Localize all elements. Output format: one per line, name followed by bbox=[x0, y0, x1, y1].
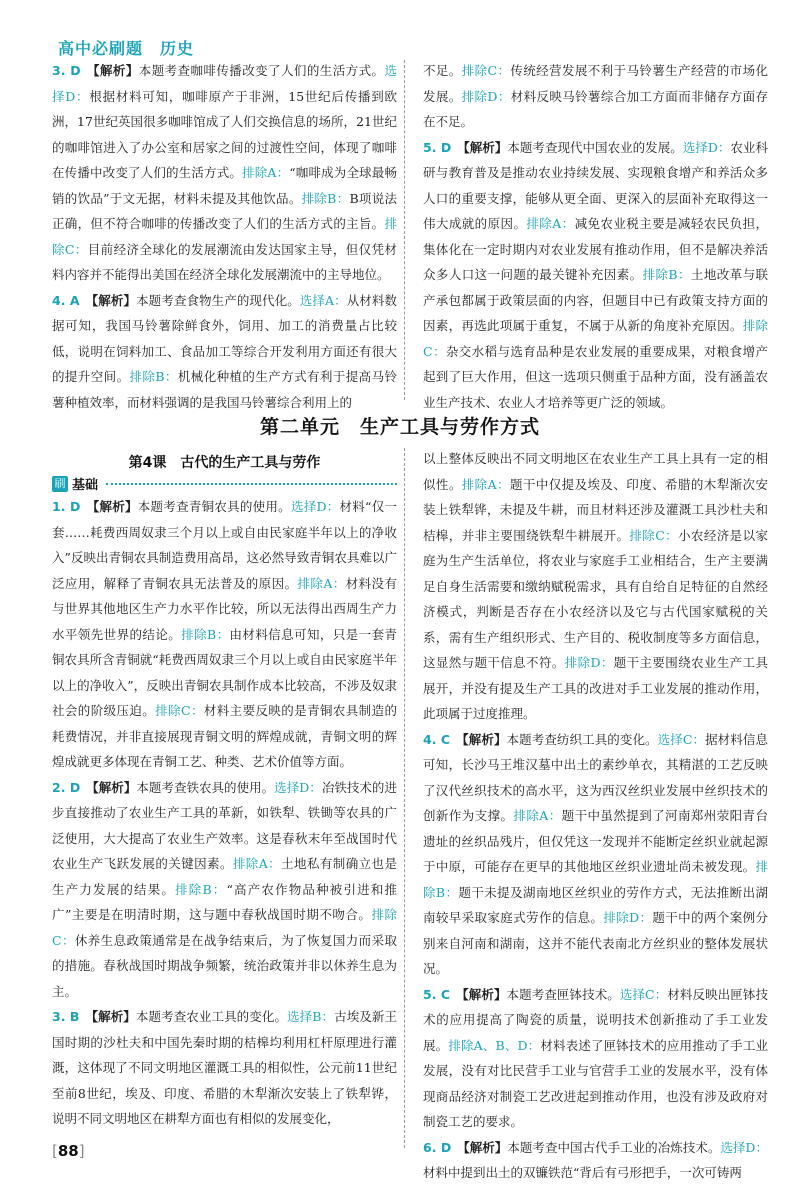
answer-text: 本题考查农业工具的变化。 bbox=[135, 1009, 288, 1024]
answer-text: 据材料信息可知，长沙马王堆汉墓中出土的素纱单衣，其精湛的工艺反映了汉代丝织技术的高水平，这为西汉丝织业发展中丝织技术的创新作为支撑。 bbox=[423, 731, 768, 823]
answer-item bbox=[423, 727, 768, 982]
answer-text: 本题考查咖啡传播改变了人们的生活方式。 bbox=[138, 63, 385, 78]
answer-text: 土地改革与联产承包都属于政策层面的内容，但题目中已有政策支持方面的因素，再选此项属于重复，不属于从新的角度补充原因。 bbox=[423, 267, 768, 333]
answer-text: 本题考查食物生产的现代化。 bbox=[136, 292, 300, 308]
question-number: 2. D bbox=[52, 779, 81, 795]
answer-text: 材料没有与世界其他地区生产力水平作比较，所以无法得出西周生产力水平领先世界的结论。 bbox=[52, 575, 397, 642]
answer-column bbox=[52, 494, 397, 1132]
page-number: [88] bbox=[52, 1142, 85, 1160]
answer-text: 题干中仅提及埃及、印度、希腊的木犁渐次安装上铁犁铧，未提及牛耕，而且材料还涉及灌溉工具沙杜夫和桔槔，并非主要围绕铁犁牛耕展开。 bbox=[423, 476, 768, 543]
answer-item bbox=[52, 288, 397, 416]
option-keyword: 选择D： bbox=[274, 779, 322, 795]
option-keyword: 排除A： bbox=[232, 856, 282, 871]
answer-text: 材料中提到出土的双镰铁范“背后有弓形把手，一次可铸两 bbox=[423, 1165, 742, 1180]
option-keyword: 排除B： bbox=[423, 859, 768, 900]
analysis-tag: 【解析】 bbox=[86, 499, 138, 514]
question-number: 4. A bbox=[52, 292, 80, 308]
answer-text: 本题考查青铜农具的使用。 bbox=[137, 499, 291, 514]
answer-text: 题干未提及湖南地区丝织业的劳作方式，无法推断出湖南较早采取家庭式劳作的信息。 bbox=[423, 884, 768, 925]
option-keyword: 排除B： bbox=[129, 369, 178, 384]
option-keyword: 选择C： bbox=[619, 986, 668, 1002]
answer-item bbox=[423, 58, 768, 135]
answer-text: 材料“仅一套……耗费西周奴隶三个月以上或自由民家庭半年以上的净收入”反映出青铜农具制造费用高昂，这必然导致青铜农具难以广泛应用，解释了青铜农具无法普及的原因。 bbox=[52, 499, 397, 591]
option-keyword: 排除A： bbox=[297, 575, 346, 591]
question-number: 1. D bbox=[52, 499, 81, 514]
question-number: 5. D bbox=[423, 139, 452, 155]
answer-text: 材料反映马铃薯综合加工方面而非储存方面存在不足。 bbox=[423, 88, 768, 129]
option-keyword: 排除C： bbox=[423, 318, 768, 359]
answer-text: 本题考查匣钵技术。 bbox=[506, 986, 620, 1002]
option-keyword: 排除A、B、D： bbox=[448, 1037, 541, 1053]
option-keyword: 选择D： bbox=[682, 139, 731, 155]
lesson-title: 第4课 古代的生产工具与劳作 bbox=[128, 455, 321, 471]
option-keyword: 排除D： bbox=[564, 655, 614, 670]
option-keyword: 选择D： bbox=[720, 1139, 768, 1155]
answer-text: 小农经济是以家庭为生产生活单位，将农业与家庭手工业相结合，生产主要满足自身生活需要和缴纳赋税需求，具有自给自足特征的自然经济模式，判断是否存在小农经济以及它与古代国家赋税的关系，需有生产组织形式、生产目的、税收制度等多方面信息，这显然与题干信息不符。 bbox=[423, 527, 768, 670]
option-keyword: 排除C： bbox=[52, 216, 397, 257]
option-keyword: 排除B： bbox=[301, 190, 350, 206]
option-keyword: 选择A： bbox=[299, 292, 347, 308]
analysis-tag: 【解析】 bbox=[457, 139, 508, 155]
section-header bbox=[52, 474, 397, 493]
answer-text: 目前经济全球化的发展潮流由发达国家主导，但仅凭材料内容并不能得出美国在经济全球化发展潮流中的主导地位。 bbox=[52, 241, 397, 282]
answer-text: 杂交水稻与选育品种是农业发展的重要成果，对粮食增产起到了巨大作用，但这一选项只侧重于品种方面，没有涵盖农业生产技术、农业人才培养等更广泛的领域。 bbox=[423, 343, 768, 410]
option-keyword: 排除C： bbox=[52, 907, 397, 948]
answer-text: 以上整体反映出不同文明地区在农业生产工具上具有一定的相似性。 bbox=[423, 451, 768, 492]
answer-text: 题干中的两个案例分别来自河南和湖南，这并不能代表南北方丝织业的整体发展状况。 bbox=[423, 910, 768, 976]
analysis-tag: 【解析】 bbox=[456, 731, 507, 747]
answer-text: 传统经营发展不利于马铃薯生产经营的市场化发展。 bbox=[423, 63, 768, 104]
option-keyword: 选择B： bbox=[287, 1009, 335, 1024]
analysis-tag: 【解析】 bbox=[86, 779, 137, 795]
option-keyword: 选择D： bbox=[52, 63, 397, 104]
answer-text: 农业科研与教育普及是推动农业持续发展、实现粮食增产和养活众多人口的重要支撑，能够从更全面、更深入的层面补充取得这一伟大成就的原因。 bbox=[423, 139, 768, 231]
answer-item bbox=[423, 446, 768, 727]
option-keyword: 排除D： bbox=[603, 910, 653, 925]
answer-text: 从材料数据可知，我国马铃薯除鲜食外，饲用、加工的消费量占比较低，说明在饲料加工、食品加工等综合开发利用方面还有很大的提升空间。 bbox=[52, 292, 397, 384]
analysis-tag: 【解析】 bbox=[457, 1139, 508, 1155]
answer-item bbox=[52, 58, 397, 288]
answer-item bbox=[52, 494, 397, 775]
answer-text: 本题考查纺织工具的变化。 bbox=[506, 731, 658, 747]
option-keyword: 排除A： bbox=[461, 476, 510, 492]
answer-item bbox=[52, 775, 397, 1005]
option-keyword: 选择D： bbox=[290, 499, 340, 514]
analysis-tag: 【解析】 bbox=[85, 292, 137, 308]
section-label: 基础 bbox=[72, 478, 99, 493]
question-number: 3. B bbox=[52, 1009, 80, 1024]
answer-text: 土地私有制确立也是生产力发展的结果。 bbox=[52, 856, 397, 897]
answer-item bbox=[52, 1004, 397, 1132]
analysis-tag: 【解析】 bbox=[86, 63, 139, 78]
answer-text: 本题考查现代中国农业的发展。 bbox=[507, 139, 683, 155]
answer-text: 本题考查铁农具的使用。 bbox=[136, 779, 275, 795]
option-keyword: 排除B： bbox=[181, 626, 230, 642]
analysis-tag: 【解析】 bbox=[456, 986, 507, 1002]
answer-text: 本题考查中国古代手工业的冶炼技术。 bbox=[507, 1139, 721, 1155]
book-title: 高中必刷题 历史 bbox=[58, 39, 195, 58]
answer-text: “咖啡成为全球最畅销的饮品”于文无据，材料未提及其他饮品。 bbox=[52, 165, 397, 206]
answer-text: 休养生息政策通常是在战争结束后，为了恢复国力而采取的措施。春秋战国时期战争频繁，统治政策并非以休养生息为主。 bbox=[52, 932, 397, 999]
answer-text: “高产农作物品种被引进和推广”主要是在明清时期，这与题中春秋战国时期不吻合。 bbox=[52, 881, 397, 922]
answer-text: 材料反映出匣钵技术的应用提高了陶瓷的质量，说明技术创新推动了手工业发展。 bbox=[423, 986, 768, 1053]
option-keyword: 排除D： bbox=[461, 88, 511, 104]
section-badge: 刷 bbox=[52, 476, 68, 492]
option-keyword: 排除A： bbox=[513, 808, 562, 823]
unit-title: 第二单元 生产工具与劳作方式 bbox=[259, 416, 540, 438]
answer-text: 机械化种植的生产方式有利于提高马铃薯种植效率，而材料强调的是我国马铃薯综合利用上的 bbox=[52, 369, 397, 410]
answer-column bbox=[52, 58, 397, 415]
question-number: 6. D bbox=[423, 1139, 452, 1155]
answer-text: 古埃及新王国时期的沙杜夫和中国先秦时期的桔槔均利用杠杆原理进行灌溉，这体现了不同文明地区灌溉工具的相似性，公元前11世纪至前8世纪，埃及、印度、希腊的木犁渐次安装上了铁犁铧，说明不同文明地区在耕犁方面也有相似的发展变化， bbox=[52, 1009, 397, 1126]
answer-text: 减免农业税主要是减轻农民负担，集体化在一定时期内对农业发展有推动作用，但不是解决养活众多人口这一问题的最关键补充因素。 bbox=[423, 216, 768, 282]
option-keyword: 排除A： bbox=[242, 165, 290, 180]
question-number: 3. D bbox=[52, 63, 81, 78]
option-keyword: 排除A： bbox=[526, 216, 575, 231]
page-number-value: 88 bbox=[57, 1142, 79, 1160]
answer-item bbox=[423, 135, 768, 416]
question-number: 5. C bbox=[423, 986, 451, 1002]
column-divider bbox=[404, 60, 405, 400]
answer-text: 材料主要反映的是青铜农具制造的耗费情况，并非直接展现青铜文明的辉煌成就，青铜文明的辉煌成就更多体现在青铜工艺、种类、艺术价值等方面。 bbox=[52, 703, 397, 769]
question-number: 4. C bbox=[423, 731, 451, 747]
section-divider bbox=[106, 483, 397, 485]
answer-item bbox=[423, 982, 768, 1135]
answer-column bbox=[423, 446, 768, 1186]
answer-text: 题干中虽然提到了河南郑州荥阳青台遗址的丝织品残片，但仅凭这一发现并不能断定丝织业就起源于中原，可能存在更早的其他地区丝织业遗址尚未被发现。 bbox=[423, 808, 768, 874]
option-keyword: 排除B： bbox=[642, 267, 691, 282]
analysis-tag: 【解析】 bbox=[85, 1009, 136, 1024]
answer-text: 由材料信息可知，只是一套青铜农具所含青铜就“耗费西周奴隶三个月以上或自由民家庭半年以上的净收入”，反映出青铜农具制作成本比较高，不涉及奴隶社会的阶级压迫。 bbox=[52, 626, 397, 718]
answer-column bbox=[423, 58, 768, 415]
answer-text: 材料表述了匣钵技术的应用推动了手工业发展，没有对比民营手工业与官营手工业的发展水平，没有体现商品经济对制瓷工艺改进起到推动作用，也没有涉及政府对制瓷工艺的要求。 bbox=[423, 1037, 768, 1129]
option-keyword: 排除C： bbox=[155, 703, 204, 718]
column-divider bbox=[404, 448, 405, 1148]
option-keyword: 排除C： bbox=[461, 63, 511, 78]
option-keyword: 排除B： bbox=[175, 881, 227, 897]
answer-text: 题干主要围绕农业生产工具展开，并没有提及生产工具的改进对手工业发展的推动作用，此项属于过度推理。 bbox=[423, 655, 768, 721]
answer-text: 冶铁技术的进步直接推动了农业生产工具的革新，如铁犁、铁锄等农具的广泛使用，大大提高了农业生产效率。这是春秋末年至战国时代农业生产飞跃发展的关键因素。 bbox=[52, 779, 397, 871]
answer-text: 根据材料可知，咖啡原产于非洲，15世纪后传播到欧洲，17世纪英国很多咖啡馆成了人们交换信息的场所，21世纪的咖啡馆进入了办公室和居家之间的过渡性空间，体现了咖啡在传播中改变了人们的生活方式。 bbox=[52, 88, 397, 180]
option-keyword: 排除C： bbox=[629, 527, 679, 543]
option-keyword: 选择C： bbox=[657, 731, 706, 747]
answer-text: 不足。 bbox=[423, 63, 462, 78]
answer-text: B项说法正确，但不符合咖啡的传播改变了人们的生活方式的主旨。 bbox=[52, 190, 397, 231]
